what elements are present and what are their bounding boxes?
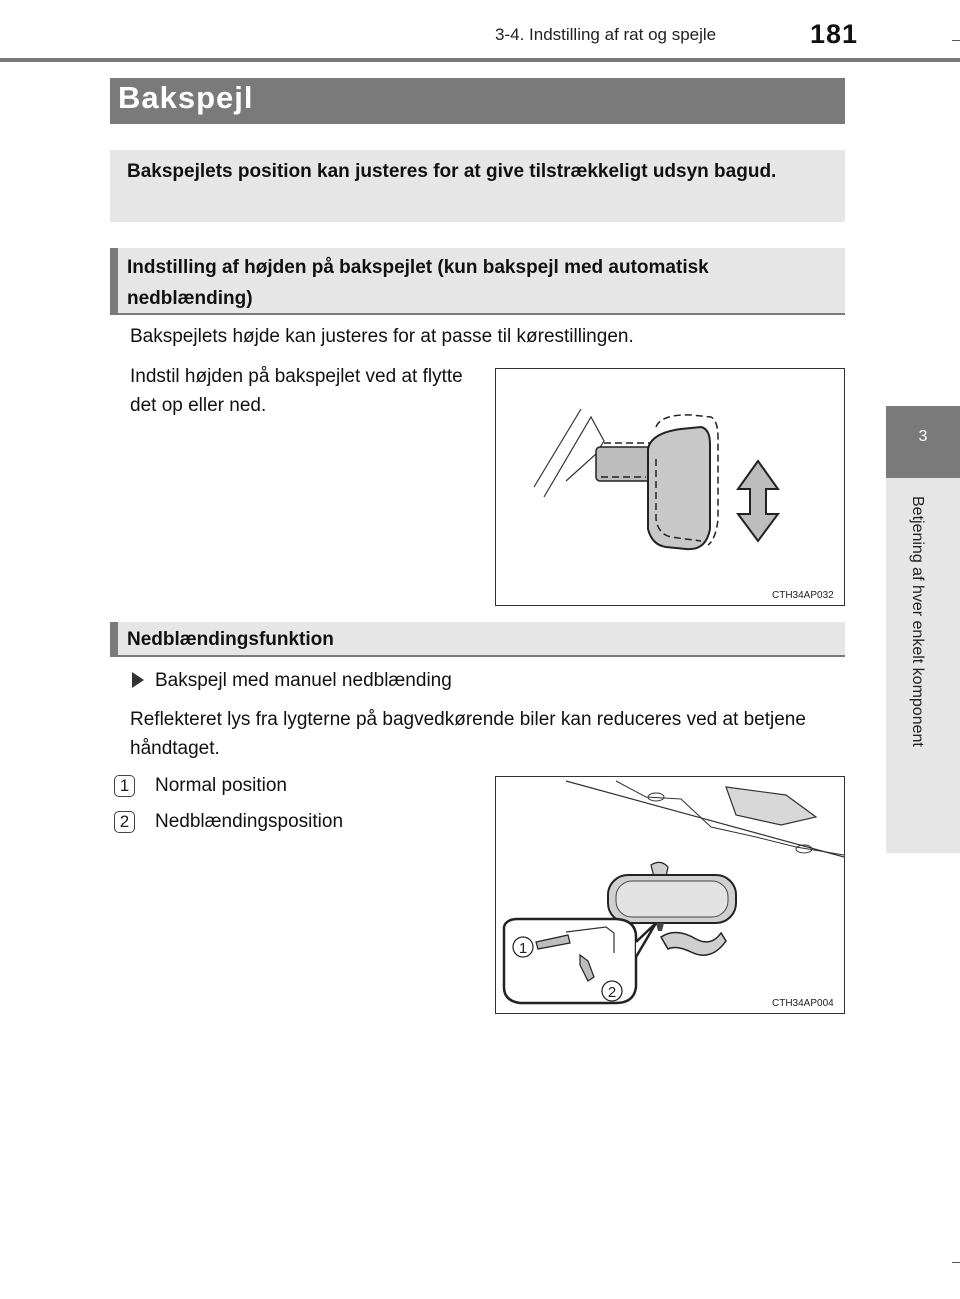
mirror-height-figure [495,368,845,606]
section1-heading: Indstilling af højden på bakspejlet (kun bakspejl med automatisk nedblænding) [127,257,709,309]
mirror-dimming-figure [495,776,845,1014]
mirror-height-illustration [496,369,844,605]
svg-text:1: 1 [518,940,528,957]
section2-bullet: Bakspejl med manuel nedblænding [155,670,452,691]
section-header: 3-4. Indstilling af rat og spejle [495,25,717,44]
crop-mark [952,1262,960,1263]
chapter-title: Betjening af hver enkelt komponent [909,496,926,747]
section2-rule [110,655,845,657]
bullet-triangle-icon [132,672,144,688]
section2-accent [110,622,118,656]
section1-para1: Bakspejlets højde kan justeres for at passe til kørestillingen. [130,326,634,347]
section2-heading: Nedblændingsfunktion [127,629,334,650]
chapter-number: 3 [918,428,928,445]
item-label: Normal position [155,775,287,796]
page-title: Bakspejl [118,80,254,115]
section1-accent [110,248,118,314]
header-rule [0,58,960,62]
figure1-code: CTH34AP032 [772,590,834,601]
svg-text:2: 2 [607,984,617,1001]
section2-para: Reflekteret lys fra lygterne på bagvedkørende biler kan reduceres ved at betjene håndtaget. [130,709,806,759]
page-number: 181 [810,19,859,49]
item-number-badge: 2 [114,811,135,833]
mirror-dimming-illustration [496,777,844,1013]
crop-mark [952,40,960,41]
figure2-code: CTH34AP004 [772,998,834,1009]
intro-text: Bakspejlets position kan justeres for at give tilstrækkeligt udsyn bagud. [127,161,777,182]
section1-para2: Indstil højden på bakspejlet ved at flytte det op eller ned. [130,366,463,416]
item-number-badge: 1 [114,775,135,797]
item-label: Nedblændingsposition [155,811,344,832]
